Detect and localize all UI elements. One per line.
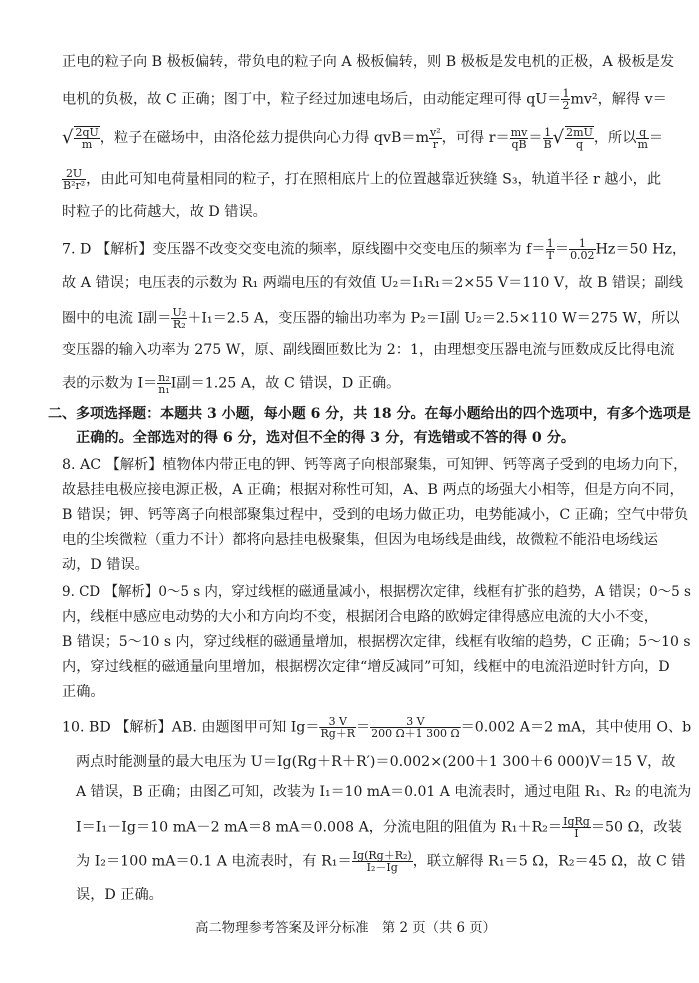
q10-text: ＝0.002 A＝2 mA，其中使用 O、b	[460, 719, 692, 736]
q10-text: I＝I₁－Ig＝10 mA－2 mA＝8 mA＝0.008 A，分流电阻的阻值为 R₁＋R₂＝	[76, 819, 563, 836]
q7-line-3	[62, 307, 680, 330]
q10-line-3: A 错误，B 正确；由图乙可知，改装为 I₁＝10 mA＝0.01 A 电流表时，通过电阻 R₁、R₂ 的电流为	[76, 784, 692, 800]
fraction: $\frac{1}{T}$	[546, 237, 554, 262]
q8-line-1: 8. AC 【解析】植物体内带正电的钾、钙等离子向根部聚集，可知钾、钙等离子受到的电场力向下，	[62, 457, 688, 473]
fraction: $\frac{mv}{qB}$	[510, 125, 528, 151]
q10-text: ，联立解得 R₁＝5 Ω，R₂＝45 Ω，故 C 错	[412, 853, 686, 870]
q6-text: ＝	[528, 130, 543, 146]
q6-line-2	[62, 88, 667, 111]
fraction: $\frac{1}{0.02}$	[570, 237, 595, 262]
fraction: $\frac{1}{2}$	[562, 87, 570, 112]
q9-line-4: 内，穿过线框的磁通量向里增加，根据楞次定律“增反减同”可知，线框中的电流沿逆时针方向，D	[62, 659, 670, 675]
q7-text: ＋I₁＝2.5 A，变压器的输出功率为 P₂＝I副 U₂＝2.5×110 W＝275 W，所以	[187, 310, 680, 327]
q6-text: ＝	[648, 130, 664, 146]
q7-text: 表的示数为 I＝	[62, 375, 158, 392]
q7-line-4: 变压器的输入功率为 275 W，原、副线圈匝数比为 2：1，由理想变压器电流与匝数成反比得电流	[62, 342, 675, 358]
q8-line-3: B 错误；钾、钙等离子向根部聚集过程中，受到的电场力做正功，电势能减小，C 正确；空气中带负	[62, 507, 689, 523]
fraction: $\frac{3 V}{Rg+R}$	[320, 715, 356, 740]
q10-line-4	[76, 816, 682, 839]
q7-text: ＝	[554, 241, 570, 258]
q10-line-1	[62, 716, 691, 739]
q7-line-1	[62, 238, 686, 261]
q10-text: 10. BD 【解析】AB. 由题图甲可知 Ig＝	[62, 719, 320, 736]
q6-line-5: 时粒子的比荷越大，故 D 错误。	[62, 204, 267, 220]
q6-text: ，可得 r＝	[441, 130, 510, 146]
q6-line-4	[62, 168, 661, 191]
q7-line-2: 故 A 错误；电压表的示数为 R₁ 两端电压的有效值 U₂＝I₁R₁＝2×55 V＝110 V，故 B 错误；副线	[62, 275, 683, 291]
q10-text: ＝50 Ω，改装	[590, 819, 682, 836]
q6-text: 电机的负极，故 C 正确；图丁中，粒子经过加速电场后，由动能定理可得 qU＝	[62, 91, 562, 108]
q9-line-5: 正确。	[62, 684, 105, 700]
q10-text: 为 I₂＝100 mA＝0.1 A 电流表时，有 R₁＝	[76, 853, 352, 870]
q6-text: ，由此可知电荷量相同的粒子，打在照相底片上的位置越靠近狭缝 S₃，轨道半径 r 越小，此	[86, 171, 662, 188]
q10-line-2: 两点时能测量的最大电压为 U＝Ig(Rg＋R＋R′)＝0.002×(200＋1 300＋6 000)V＝15 V，故	[76, 754, 676, 770]
fraction: $\frac{\text{n₂}}{\text{n₁}}$	[158, 371, 170, 396]
q7-line-5	[62, 372, 400, 395]
q10-line-5	[76, 850, 686, 873]
q10-text: ＝	[356, 719, 371, 736]
q6-line-3: √ $\frac{2qU}{m}$ ，粒子在磁场中，由洛伦兹力提供向心力得 qvB＝m $\frac{\text{v²}}{r}$ ，可得 r＝ $\frac{mv}{qB}$ ＝ $\frac{1}{B}$ √ $\frac{2mU}{q}$ ，所以 $\frac{q}{m}$ ＝	[62, 125, 664, 151]
fraction: $\frac{2mU}{q}$	[566, 126, 593, 151]
fraction: $\frac{\text{Ig(Rg＋R₂)}}{\text{I₂－Ig}}$	[352, 849, 412, 874]
q6-text: mv²，解得 v＝	[570, 91, 667, 108]
q6-text: ，所以	[593, 130, 637, 146]
page-footer: 高二物理参考答案及评分标准 第 2 页（共 6 页）	[195, 920, 496, 936]
q8-line-2: 故悬挂电极应接电源正极，A 正确；根据对称性可知，A、B 两点的场强大小相等，但是方向不同，	[62, 482, 684, 498]
q9-line-3: B 错误；5～10 s 内，穿过线框的磁通量增加，根据楞次定律，线框有收缩的趋势，C 正确；5～10 s	[62, 634, 691, 650]
section-2-heading-line-1: 二、多项选择题：本题共 3 小题，每小题 6 分，共 18 分。在每小题给出的四个选项中，有多个选项是	[48, 406, 691, 422]
q7-text: Hz＝50 Hz，	[595, 241, 687, 258]
fraction: $\frac{2qU}{m}$	[75, 126, 99, 151]
q9-line-1: 9. CD 【解析】0～5 s 内，穿过线框的磁通量减小，根据楞次定律，线框有扩张的趋势，A 错误；0～5 s	[62, 584, 691, 600]
fraction: $\frac{\text{U₂}}{\text{R₂}}$	[172, 306, 187, 331]
fraction: $\frac{3 V}{200 \Omega+1 300 \Omega}$	[371, 715, 460, 740]
fraction: $\frac{\text{IgRg}}{I}$	[563, 815, 590, 840]
q6-text: ，粒子在磁场中，由洛伦兹力提供向心力得 qvB＝m	[99, 130, 430, 146]
q10-line-6: 误，D 正确。	[76, 887, 163, 903]
q8-line-4: 电的尘埃微粒（重力不计）都将向悬挂电极聚集，但因为电场线是曲线，故微粒不能沿电场线运	[62, 532, 658, 548]
fraction: $\frac{\text{v²}}{r}$	[430, 125, 441, 151]
q7-text: 7. D 【解析】变压器不改变交变电流的频率，原线圈中交变电压的频率为 f＝	[62, 241, 546, 258]
q8-line-5: 动，D 错误。	[62, 557, 149, 573]
fraction: $\frac{2U}{\text{B²r²}}$	[63, 167, 86, 192]
fraction: $\frac{1}{B}$	[543, 125, 552, 151]
fraction: $\frac{q}{m}$	[637, 125, 648, 151]
q7-text: I副＝1.25 A，故 C 错误，D 正确。	[170, 375, 401, 392]
q6-line-1: 正电的粒子向 B 极板偏转，带负电的粒子向 A 极板偏转，则 B 极板是发电机的正极，A 极板是发	[62, 54, 675, 70]
q7-text: 圈中的电流 I副＝	[62, 310, 172, 327]
q9-line-2: 内，线框中感应电动势的大小和方向均不变，根据闭合电路的欧姆定律得感应电流的大小不变，	[62, 609, 658, 625]
section-2-heading-line-2: 正确的。全部选对的得 6 分，选对但不全的得 3 分，有选错或不答的得 0 分。	[76, 430, 576, 446]
